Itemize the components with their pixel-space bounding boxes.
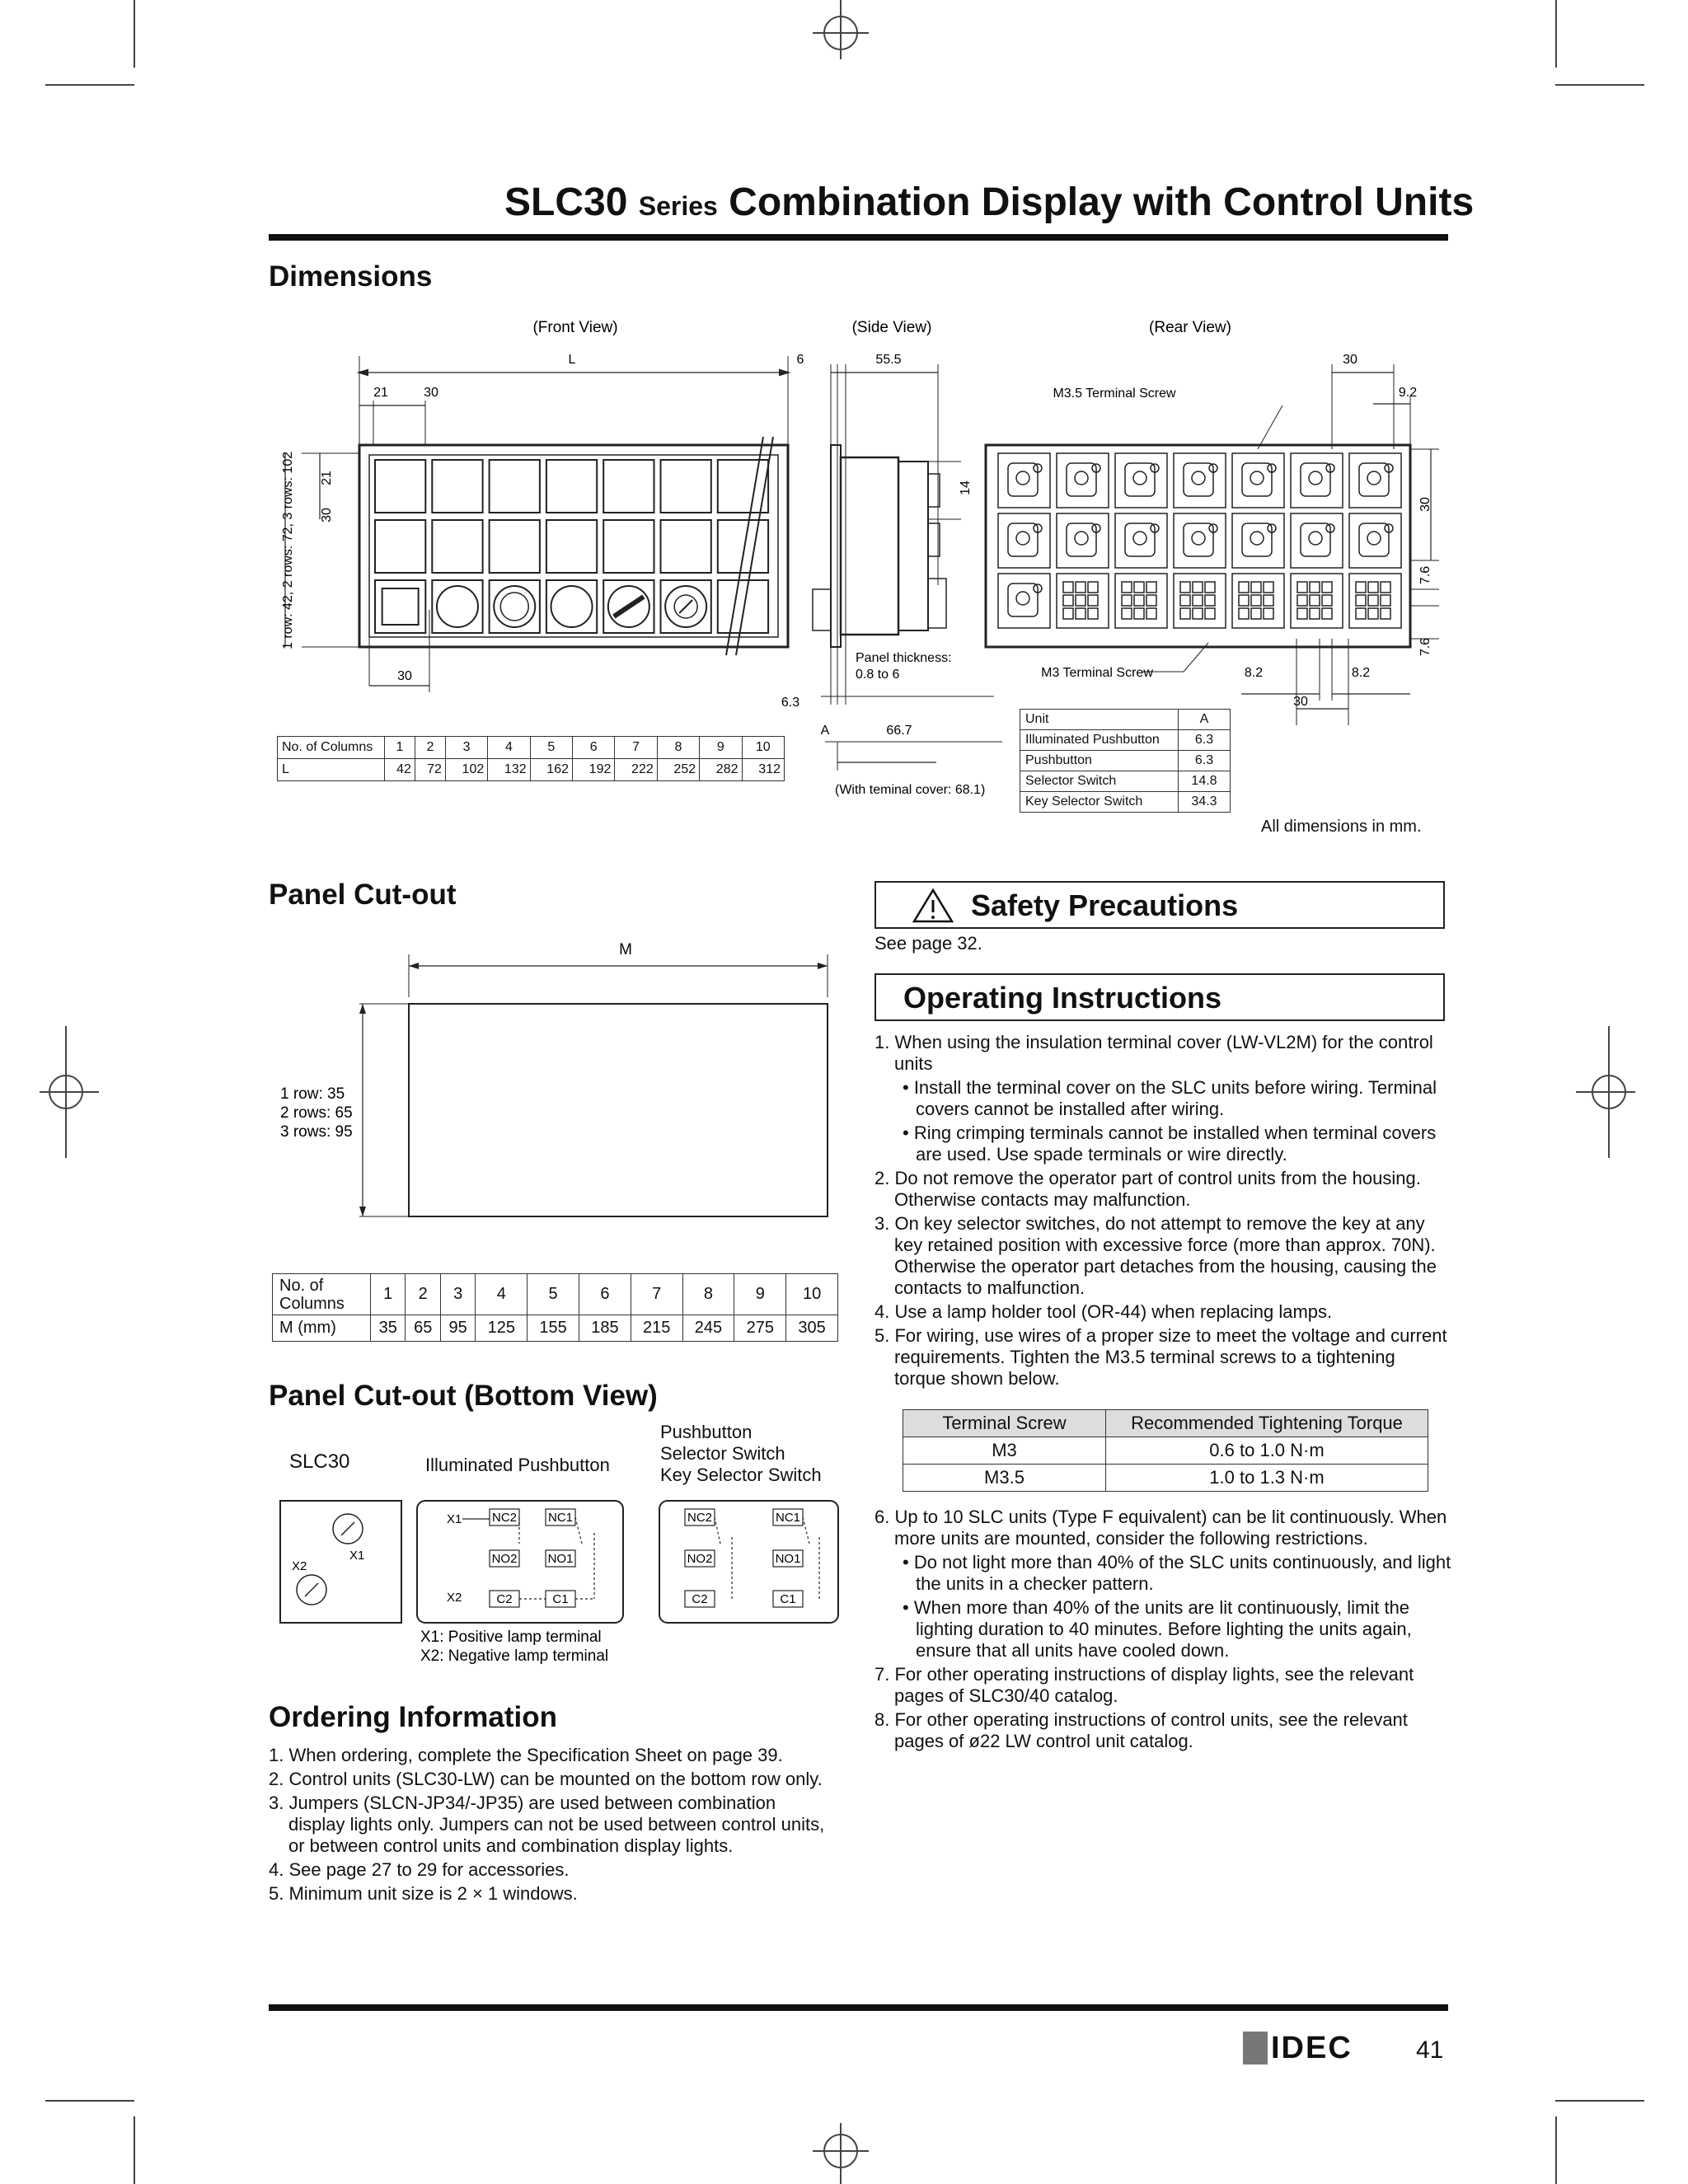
drawing-shape [1264,608,1273,619]
drawing-shape [1322,582,1332,593]
drawing-shape [1146,595,1156,606]
table-cell: 6 [579,1274,631,1315]
drawing-shape [1205,608,1215,619]
drawing-shape [614,597,644,616]
drawing-shape [1133,532,1146,545]
svg-text:A: A [820,724,830,738]
svg-text:Panel thickness:: Panel thickness: [856,651,952,665]
drawing-shape [603,520,654,573]
drawing-shape [1349,453,1401,508]
table-cell: 102 [445,759,487,781]
drawing-shape [1063,608,1073,619]
drawing-shape [1122,608,1132,619]
table-cell: 275 [734,1315,786,1342]
drawing-shape [1193,608,1203,619]
table-cell: 132 [488,759,530,781]
svg-text:C2: C2 [692,1592,708,1606]
drawing-shape [1063,595,1073,606]
svg-text:NO2: NO2 [687,1552,713,1566]
drawing-shape [1239,608,1249,619]
drawing-shape [1381,595,1390,606]
svg-text:30: 30 [424,386,438,400]
table-cell: 7 [631,1274,682,1315]
drawing-shape [1146,582,1156,593]
drawing-shape [1251,595,1261,606]
panel-cutout-drawing [269,931,846,1228]
drawing-shape [1251,608,1261,619]
drawing-shape [432,520,482,573]
drawing-shape [1192,471,1205,485]
drawing-shape [1075,532,1088,545]
registration-mark [808,2118,874,2184]
drawing-shape [1016,471,1029,485]
drawing-shape [490,460,540,513]
drawing-shape [1368,582,1378,593]
m3-screw-label: M3 Terminal Screw [1041,666,1153,680]
svg-text:30: 30 [1343,353,1357,367]
panel-cutout-heading: Panel Cut-out [269,879,457,911]
drawing-shape [500,593,528,621]
table-cell: 1 [371,1274,406,1315]
list-item: 4. Use a lamp holder tool (OR-44) when replacing lamps. [874,1301,1333,1322]
table-cell: 7 [615,737,657,759]
svg-text:NC2: NC2 [491,1511,518,1525]
drawing-shape [718,460,768,513]
table-cell: 215 [631,1315,682,1342]
drawing-shape [661,520,711,573]
svg-text:0.8 to 6: 0.8 to 6 [856,668,900,682]
m35-screw-label: M3.5 Terminal Screw [1053,387,1176,401]
drawing-shape [1115,453,1167,508]
table-cell: 65 [406,1315,440,1342]
drawing-shape [1291,453,1343,508]
drawing-shape [1297,608,1307,619]
page-title: SLC30 Series Combination Display with Control Units [504,180,1475,224]
drawing-shape [375,520,425,573]
drawing-shape [1122,595,1132,606]
drawing-shape [1115,513,1167,568]
svg-text:X2: Negative lamp terminal: X2: Negative lamp terminal [420,1647,609,1665]
table-cell: 3 [440,1274,475,1315]
svg-text:30: 30 [1418,497,1432,512]
registration-mark [33,1026,99,1158]
drawing-shape [1180,608,1190,619]
ordering-heading: Ordering Information [269,1701,557,1733]
drawing-shape [1291,513,1343,568]
drawing-shape [1310,595,1320,606]
drawing-shape [1368,595,1378,606]
side-view-label: (Side View) [851,319,932,336]
drawing-shape [1310,582,1320,593]
unit-a-table: Unit A Illuminated Pushbutton 6.3 Pushbutton 6.3 Selector Switch 14.8 Key Selector Switch 34.3 [1020,709,1231,813]
drawing-shape [490,580,540,633]
svg-text:30: 30 [320,508,334,523]
table-header: No. of Columns [278,737,385,759]
table-header: L [278,759,385,781]
svg-text:X2: X2 [447,1591,462,1605]
table-cell: 72 [415,759,445,781]
svg-text:21: 21 [373,386,388,400]
idec-logo: IDEC [1243,2032,1353,2064]
drawing-shape [998,574,1050,628]
drawing-shape [432,580,482,633]
svg-text:X1: Positive lamp terminal: X1: Positive lamp terminal [420,1629,602,1646]
drawing-shape [661,460,711,513]
drawing-shape [1122,582,1132,593]
drawing-shape [1057,453,1109,508]
crop-mark [1555,84,1644,86]
crop-mark [45,2100,134,2102]
drawing-shape [603,460,654,513]
cutout-m-table: No. of Columns 1 2 3 4 5 6 7 8 9 10 M (mm) 35 65 95 125 155 185 215 245 275 305 [272,1273,838,1342]
svg-text:2 rows: 65: 2 rows: 65 [280,1104,353,1122]
drawing-shape [432,460,482,513]
drawing-shape [1134,582,1144,593]
drawing-shape [1309,532,1322,545]
svg-text:X1: X1 [349,1549,365,1563]
table-cell: 9 [700,737,742,759]
drawing-shape [375,460,425,513]
drawing-shape [1310,608,1320,619]
drawing-shape [1356,595,1366,606]
table-cell: 4 [488,737,530,759]
list-item: 5. Minimum unit size is 2 × 1 windows. [269,1883,578,1904]
drawing-shape [1356,608,1366,619]
all-dimensions-note: All dimensions in mm. [1261,818,1422,836]
svg-text:1 row: 35: 1 row: 35 [280,1085,345,1103]
crop-mark [1555,2116,1557,2184]
drawing-shape [1381,582,1390,593]
dimensions-heading: Dimensions [269,260,433,293]
drawing-shape [1076,582,1085,593]
bottom-view-heading: Panel Cut-out (Bottom View) [269,1380,658,1412]
drawing-shape [1174,513,1226,568]
list-item: 8. For other operating instructions of control units, see the relevant pages of ø22 LW control unit catalog. [874,1709,1408,1751]
drawing-shape [1367,532,1381,545]
drawing-shape [1076,608,1085,619]
list-item: 6. Up to 10 SLC units (Type F equivalent) can be lit continuously. When more units are mounted, consider the following restrictions. • Do not light more than 40% of the SLC units continuously, and light the units in a checker pattern. • When more than 40% of the units are lit continuously, limit the lighting duration to 40 minutes. Before lighting the units again, ensure that all units have cooled down. [874,1507,1451,1661]
drawing-shape [1057,513,1109,568]
drawing-shape [1322,608,1332,619]
list-item: 1. When ordering, complete the Specification Sheet on page 39. [269,1745,783,1765]
rear-view-label: (Rear View) [1149,319,1231,336]
drawing-shape [1264,582,1273,593]
registration-mark [808,0,874,66]
svg-text:7.6: 7.6 [1418,565,1432,585]
table-cell: 5 [530,737,572,759]
table-cell: 35 [371,1315,406,1342]
list-item: 2. Do not remove the operator part of control units from the housing. Otherwise contacts may malfunction. [874,1168,1421,1210]
list-item: 7. For other operating instructions of display lights, see the relevant pages of SLC30/40 catalog. [874,1664,1414,1706]
with-cover-note: (With teminal cover: 68.1) [835,783,986,797]
drawing-shape [1174,453,1226,508]
table-cell: 42 [385,759,415,781]
svg-text:6.3: 6.3 [781,696,800,710]
svg-text:X1: X1 [447,1512,462,1526]
drawing-shape [490,520,540,573]
table-cell: 5 [528,1274,579,1315]
side-view [813,364,1002,771]
svg-text:C1: C1 [780,1592,796,1606]
svg-text:8.2: 8.2 [1244,666,1264,680]
table-cell: 10 [742,737,785,759]
list-item: 2. Control units (SLC30-LW) can be mounted on the bottom row only. [269,1769,823,1789]
drawing-shape [551,586,593,627]
front-grid [375,437,773,655]
table-cell: 155 [528,1315,579,1342]
crop-mark [45,84,134,86]
drawing-shape [546,460,597,513]
columns-l-table [277,736,785,781]
table-cell: 192 [573,759,615,781]
list-item: 1. When using the insulation terminal cover (LW-VL2M) for the control units • Install the terminal cover on the SLC units before wiring. Terminal covers cannot be installed after wiring. • Ring crimping terminals cannot be installed when terminal covers are used. Use spade terminals or wire directly. [874,1032,1437,1165]
table-cell: 1 [385,737,415,759]
drawing-shape [1076,595,1085,606]
drawing-shape [1367,471,1381,485]
table-cell: 4 [476,1274,528,1315]
drawing-shape [718,520,768,573]
table-cell: 6 [573,737,615,759]
drawing-shape [546,580,597,633]
ordering-list [269,1745,829,1907]
drawing-shape [1205,582,1215,593]
drawing-shape [1088,582,1098,593]
svg-text:7.6: 7.6 [1418,637,1432,657]
svg-text:NC2: NC2 [687,1511,713,1525]
crop-mark [1555,2100,1644,2102]
drawing-shape [1368,608,1378,619]
drawing-shape [679,600,692,613]
drawing-shape [726,437,763,655]
safety-heading-box: Safety Precautions [874,881,1445,929]
svg-text:30: 30 [1293,695,1308,709]
dim-L: L [568,353,576,367]
torque-table: Terminal Screw Recommended Tightening Torque M3 0.6 to 1.0 N·m M3.5 1.0 to 1.3 N·m [903,1409,1428,1492]
drawing-shape [1250,532,1264,545]
svg-text:NO1: NO1 [775,1552,801,1566]
drawing-shape [1251,582,1261,593]
svg-text:M: M [619,941,632,958]
drawing-shape [998,513,1050,568]
svg-text:9.2: 9.2 [1398,386,1418,400]
table-cell: 252 [657,759,699,781]
front-view [285,356,788,692]
drawing-shape [1016,592,1029,605]
svg-text:6: 6 [796,353,804,367]
drawing-shape [1264,595,1273,606]
table-cell: 10 [786,1274,838,1315]
svg-text:8.2: 8.2 [1351,666,1371,680]
drawing-shape [1309,471,1322,485]
drawing-shape [1322,595,1332,606]
list-item: 4. See page 27 to 29 for accessories. [269,1859,570,1880]
drawing-shape [1232,513,1284,568]
table-cell: 2 [415,737,445,759]
list-item: 3. Jumpers (SLCN-JP34/-JP35) are used between combination display lights only. Jumpers can not be used between control units, or between control units and combination display lights. [269,1793,825,1856]
drawing-shape [1180,582,1190,593]
drawing-shape [1146,608,1156,619]
drawing-shape [1075,471,1088,485]
svg-text:30: 30 [397,669,412,683]
operating-heading-box: Operating Instructions [874,973,1445,1021]
operating-list-continued [874,1507,1451,1755]
svg-text:66.7: 66.7 [886,724,912,738]
drawing-shape [1133,471,1146,485]
drawing-shape [1088,595,1098,606]
drawing-shape [1239,582,1249,593]
front-view-label: (Front View) [532,319,618,336]
rear-grid [998,453,1401,628]
drawing-shape [382,588,419,625]
svg-text:3 rows: 95: 3 rows: 95 [280,1123,353,1141]
drawing-shape [546,520,597,573]
svg-text:21: 21 [320,471,334,485]
svg-text:NO2: NO2 [491,1552,518,1566]
table-cell: 185 [579,1315,631,1342]
crop-mark [134,0,135,68]
table-cell: 8 [682,1274,734,1315]
page-number: 41 [1416,2036,1444,2064]
warning-triangle-icon [912,888,954,924]
drawing-shape [1134,608,1144,619]
table-cell: 9 [734,1274,786,1315]
crop-mark [134,2116,135,2184]
svg-text:55.5: 55.5 [875,353,902,367]
svg-text:NO1: NO1 [547,1552,574,1566]
footer-rule [269,2004,1448,2011]
drawing-shape [1063,582,1073,593]
drawing-shape [998,453,1050,508]
operating-list [874,1032,1451,1392]
table-cell: 312 [742,759,785,781]
registration-mark [1576,1026,1642,1158]
drawing-shape [1349,513,1401,568]
drawing-shape [1193,595,1203,606]
drawing-shape [437,586,478,627]
table-cell: 282 [700,759,742,781]
table-cell: 305 [786,1315,838,1342]
drawing-shape [1250,471,1264,485]
svg-text:NC1: NC1 [775,1511,801,1525]
table-cell: 95 [440,1315,475,1342]
svg-text:14: 14 [959,480,973,495]
drawing-shape [1192,532,1205,545]
drawing-shape [1016,532,1029,545]
drawing-shape [1297,582,1307,593]
drawing-shape [1180,595,1190,606]
crop-mark [1555,0,1557,68]
rows-dimension: 1 row: 42, 2 rows: 72, 3 rows: 102 [281,451,295,649]
drawing-shape [1232,453,1284,508]
drawing-shape [1205,595,1215,606]
drawing-shape [1134,595,1144,606]
bottom-view-drawing [269,1496,846,1677]
drawing-shape [1088,608,1098,619]
safety-see-page: See page 32. [874,933,982,954]
table-cell: 2 [406,1274,440,1315]
drawing-shape [1297,595,1307,606]
table-cell: 245 [682,1315,734,1342]
table-cell: 222 [615,759,657,781]
drawing-shape [1239,595,1249,606]
svg-text:C1: C1 [552,1592,569,1606]
svg-text:NC1: NC1 [547,1511,574,1525]
drawing-shape [718,580,768,633]
drawing-shape [1356,582,1366,593]
title-rule [269,234,1448,241]
list-item: 3. On key selector switches, do not attempt to remove the key at any key retained position with excessive force (more than approx. 70N). Otherwise the operator part detaches from the housing, causing the contacts to malfunction. [874,1213,1437,1298]
table-cell: 3 [445,737,487,759]
drawing-shape [1381,608,1390,619]
svg-text:C2: C2 [496,1592,513,1606]
svg-text:X2: X2 [292,1559,307,1573]
list-item: 5. For wiring, use wires of a proper size to meet the voltage and current requirements. Tighten the M3.5 terminal screws to a tightening torque shown below. [874,1325,1447,1389]
table-cell: 125 [476,1315,528,1342]
table-cell: 162 [530,759,572,781]
drawing-shape [1193,582,1203,593]
table-cell: 8 [657,737,699,759]
